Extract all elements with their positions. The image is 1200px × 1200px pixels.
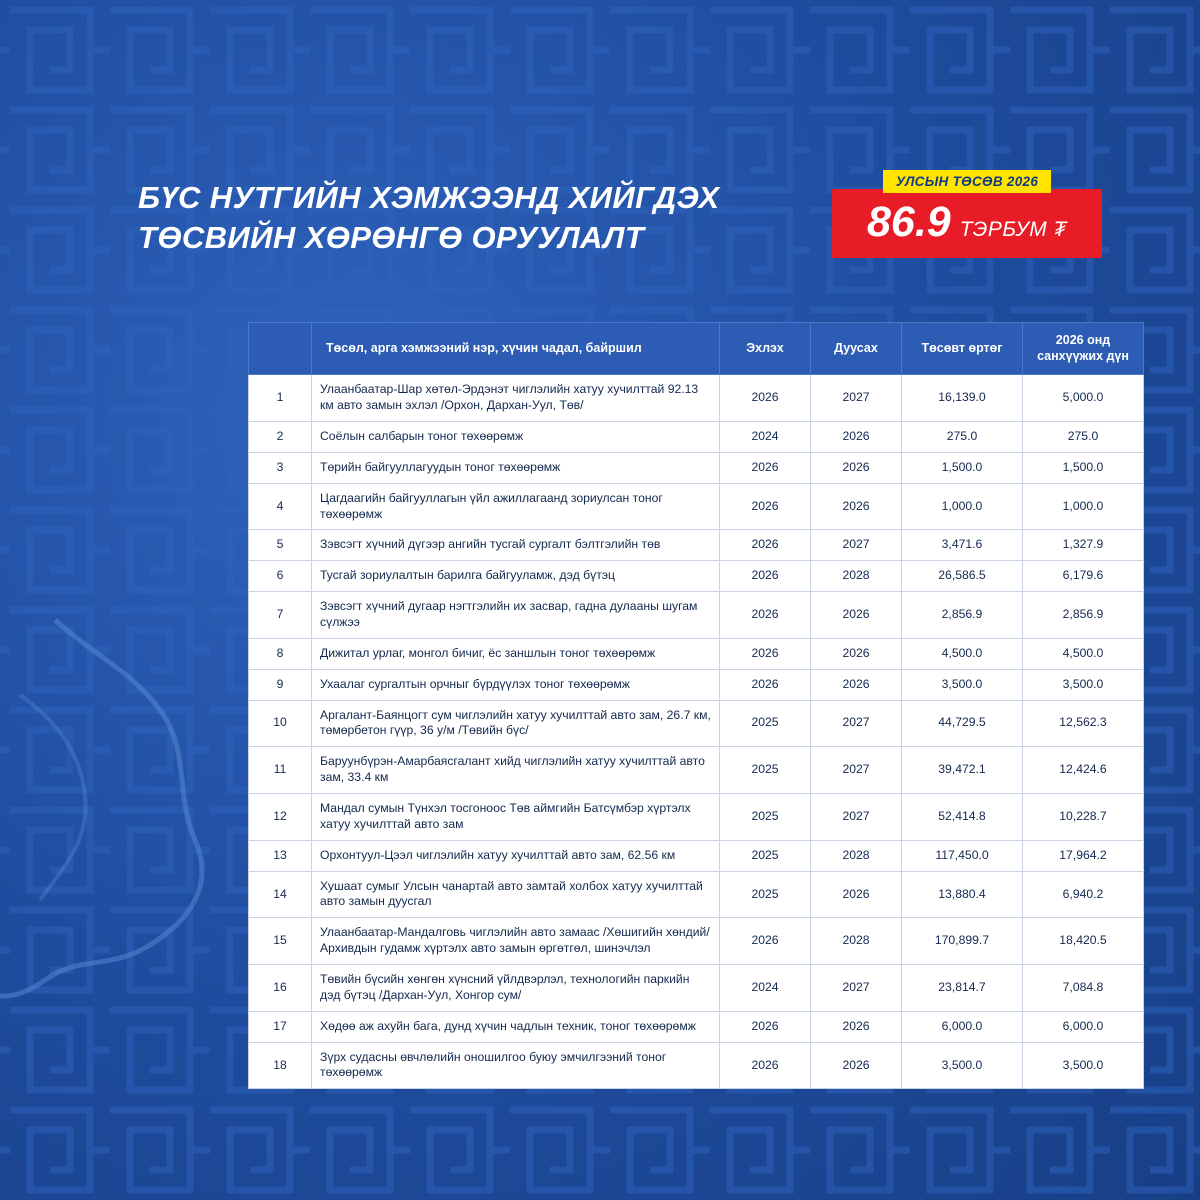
table-row	[249, 669, 1144, 700]
table-row	[249, 530, 1144, 561]
row-index: 8	[249, 638, 312, 669]
table-row	[249, 1011, 1144, 1042]
row-description: Ухаалаг сургалтын орчныг бүрдүүлэх тоног төхөөрөмж	[312, 669, 720, 700]
row-description: Улаанбаатар-Шар хөтөл-Эрдэнэт чиглэлийн хатуу хучилттай 92.13 км авто замын эхлэл /Орхон, Дархан-Уул, Төв/	[312, 375, 720, 422]
row-end-year: 2026	[811, 1042, 902, 1089]
row-description: Цагдаагийн байгууллагын үйл ажиллагаанд зориулсан тоног төхөөрөмж	[312, 483, 720, 530]
row-financing-2026: 6,940.2	[1023, 871, 1144, 918]
table-row	[249, 918, 1144, 965]
badge-amount-unit: ТЭРБУМ ₮	[959, 218, 1067, 241]
row-description: Улаанбаатар-Мандалговь чиглэлийн авто замаас /Хөшигийн хөндий/ Архивдын гудамж хүртэлх авто замын өргөтгөл, шинэчлэл	[312, 918, 720, 965]
row-total-cost: 39,472.1	[902, 747, 1023, 794]
table-header-row	[249, 323, 1144, 375]
row-total-cost: 275.0	[902, 421, 1023, 452]
row-financing-2026: 3,500.0	[1023, 1042, 1144, 1089]
row-start-year: 2026	[720, 452, 811, 483]
col-end: Дуусах	[811, 323, 902, 375]
row-financing-2026: 1,500.0	[1023, 452, 1144, 483]
row-total-cost: 26,586.5	[902, 561, 1023, 592]
table-row	[249, 965, 1144, 1012]
row-description: Аргалант-Баянцогт сум чиглэлийн хатуу хучилттай авто зам, 26.7 км, төмөрбетон гүүр, 36 у/м /Төвийн бүс/	[312, 700, 720, 747]
row-financing-2026: 6,000.0	[1023, 1011, 1144, 1042]
row-financing-2026: 12,562.3	[1023, 700, 1144, 747]
table-header	[249, 323, 1144, 375]
row-description: Баруунбүрэн-Амарбаясгалант хийд чиглэлийн хатуу хучилттай авто зам, 33.4 км	[312, 747, 720, 794]
row-end-year: 2026	[811, 483, 902, 530]
row-total-cost: 3,500.0	[902, 669, 1023, 700]
row-financing-2026: 3,500.0	[1023, 669, 1144, 700]
row-financing-2026: 2,856.9	[1023, 592, 1144, 639]
row-index: 1	[249, 375, 312, 422]
row-total-cost: 170,899.7	[902, 918, 1023, 965]
row-end-year: 2026	[811, 1011, 902, 1042]
row-financing-2026: 10,228.7	[1023, 794, 1144, 841]
row-description: Хөдөө аж ахуйн бага, дунд хүчин чадлын техник, тоног төхөөрөмж	[312, 1011, 720, 1042]
table-row	[249, 1042, 1144, 1089]
budget-badge	[832, 170, 1102, 258]
budget-table-container	[248, 322, 1144, 1089]
row-financing-2026: 4,500.0	[1023, 638, 1144, 669]
budget-table	[248, 322, 1144, 1089]
row-description: Хушаат сумыг Улсын чанартай авто замтай холбох хатуу хучилттай авто замын дуусгал	[312, 871, 720, 918]
row-start-year: 2024	[720, 421, 811, 452]
row-start-year: 2025	[720, 840, 811, 871]
col-description: Төсөл, арга хэмжээний нэр, хүчин чадал, байршил	[312, 323, 720, 375]
row-financing-2026: 18,420.5	[1023, 918, 1144, 965]
col-financing-2026: 2026 онд санхүүжих дүн	[1023, 323, 1144, 375]
row-index: 18	[249, 1042, 312, 1089]
row-description: Соёлын салбарын тоног төхөөрөмж	[312, 421, 720, 452]
row-start-year: 2026	[720, 1042, 811, 1089]
row-index: 13	[249, 840, 312, 871]
row-end-year: 2026	[811, 452, 902, 483]
row-total-cost: 52,414.8	[902, 794, 1023, 841]
row-description: Төрийн байгууллагуудын тоног төхөөрөмж	[312, 452, 720, 483]
row-total-cost: 6,000.0	[902, 1011, 1023, 1042]
table-row	[249, 561, 1144, 592]
row-start-year: 2026	[720, 669, 811, 700]
row-end-year: 2027	[811, 794, 902, 841]
row-total-cost: 4,500.0	[902, 638, 1023, 669]
row-end-year: 2028	[811, 840, 902, 871]
row-index: 6	[249, 561, 312, 592]
table-row	[249, 747, 1144, 794]
page-title-line2: ТӨСВИЙН ХӨРӨНГӨ ОРУУЛАЛТ	[138, 219, 645, 255]
row-start-year: 2026	[720, 561, 811, 592]
row-index: 7	[249, 592, 312, 639]
table-row	[249, 871, 1144, 918]
row-index: 12	[249, 794, 312, 841]
page-header	[138, 178, 838, 257]
row-description: Зэвсэгт хүчний дугаар нэгтгэлийн их засвар, гадна дулааны шугам сүлжээ	[312, 592, 720, 639]
row-financing-2026: 6,179.6	[1023, 561, 1144, 592]
row-end-year: 2028	[811, 561, 902, 592]
row-index: 3	[249, 452, 312, 483]
row-index: 2	[249, 421, 312, 452]
row-description: Орхонтуул-Цээл чиглэлийн хатуу хучилттай авто зам, 62.56 км	[312, 840, 720, 871]
row-start-year: 2026	[720, 530, 811, 561]
row-start-year: 2026	[720, 918, 811, 965]
row-description: Төвийн бүсийн хөнгөн хүнсний үйлдвэрлэл, технологийн паркийн дэд бүтэц /Дархан-Уул, Хонгор сум/	[312, 965, 720, 1012]
row-financing-2026: 12,424.6	[1023, 747, 1144, 794]
page-title-line1: БҮС НУТГИЙН ХЭМЖЭЭНД ХИЙГДЭХ	[138, 180, 720, 215]
row-end-year: 2026	[811, 669, 902, 700]
row-start-year: 2024	[720, 965, 811, 1012]
row-financing-2026: 5,000.0	[1023, 375, 1144, 422]
table-row	[249, 700, 1144, 747]
row-financing-2026: 17,964.2	[1023, 840, 1144, 871]
row-description: Зүрх судасны өвчлөлийн оношилгоо буюу эмчилгээний тоног төхөөрөмж	[312, 1042, 720, 1089]
row-index: 17	[249, 1011, 312, 1042]
row-index: 10	[249, 700, 312, 747]
row-end-year: 2026	[811, 638, 902, 669]
row-total-cost: 1,000.0	[902, 483, 1023, 530]
row-end-year: 2026	[811, 871, 902, 918]
table-body	[249, 375, 1144, 1089]
row-total-cost: 2,856.9	[902, 592, 1023, 639]
row-financing-2026: 275.0	[1023, 421, 1144, 452]
row-financing-2026: 7,084.8	[1023, 965, 1144, 1012]
table-row	[249, 840, 1144, 871]
table-row	[249, 483, 1144, 530]
row-start-year: 2025	[720, 700, 811, 747]
row-start-year: 2026	[720, 638, 811, 669]
row-total-cost: 3,471.6	[902, 530, 1023, 561]
row-end-year: 2027	[811, 700, 902, 747]
row-end-year: 2026	[811, 592, 902, 639]
row-end-year: 2027	[811, 375, 902, 422]
row-total-cost: 1,500.0	[902, 452, 1023, 483]
row-end-year: 2027	[811, 965, 902, 1012]
table-row	[249, 421, 1144, 452]
row-total-cost: 3,500.0	[902, 1042, 1023, 1089]
row-financing-2026: 1,327.9	[1023, 530, 1144, 561]
row-index: 14	[249, 871, 312, 918]
row-end-year: 2028	[811, 918, 902, 965]
row-index: 5	[249, 530, 312, 561]
row-description: Мандал сумын Түнхэл тосгоноос Төв аймгийн Батсүмбэр хүртэлх хатуу хучилттай авто зам	[312, 794, 720, 841]
row-index: 15	[249, 918, 312, 965]
page-title	[138, 178, 838, 257]
table-row	[249, 452, 1144, 483]
row-index: 16	[249, 965, 312, 1012]
row-start-year: 2025	[720, 871, 811, 918]
row-start-year: 2025	[720, 794, 811, 841]
row-index: 9	[249, 669, 312, 700]
table-row	[249, 638, 1144, 669]
row-end-year: 2026	[811, 421, 902, 452]
row-description: Дижитал урлаг, монгол бичиг, ёс заншлын тоног төхөөрөмж	[312, 638, 720, 669]
badge-amount-value: 86.9	[867, 198, 951, 246]
col-start: Эхлэх	[720, 323, 811, 375]
row-description: Тусгай зориулалтын барилга байгууламж, дэд бүтэц	[312, 561, 720, 592]
table-row	[249, 592, 1144, 639]
row-index: 11	[249, 747, 312, 794]
table-row	[249, 375, 1144, 422]
row-start-year: 2026	[720, 592, 811, 639]
col-index	[249, 323, 312, 375]
row-total-cost: 13,880.4	[902, 871, 1023, 918]
row-financing-2026: 1,000.0	[1023, 483, 1144, 530]
row-index: 4	[249, 483, 312, 530]
badge-amount-box	[832, 189, 1102, 258]
row-end-year: 2027	[811, 747, 902, 794]
row-total-cost: 23,814.7	[902, 965, 1023, 1012]
row-start-year: 2026	[720, 483, 811, 530]
row-end-year: 2027	[811, 530, 902, 561]
row-total-cost: 44,729.5	[902, 700, 1023, 747]
row-start-year: 2026	[720, 375, 811, 422]
col-cost: Төсөвт өртөг	[902, 323, 1023, 375]
table-row	[249, 794, 1144, 841]
row-start-year: 2025	[720, 747, 811, 794]
row-total-cost: 16,139.0	[902, 375, 1023, 422]
row-total-cost: 117,450.0	[902, 840, 1023, 871]
badge-year-label: УЛСЫН ТӨСӨВ 2026	[883, 170, 1051, 193]
row-description: Зэвсэгт хүчний дүгээр ангийн тусгай сургалт бэлтгэлийн төв	[312, 530, 720, 561]
row-start-year: 2026	[720, 1011, 811, 1042]
